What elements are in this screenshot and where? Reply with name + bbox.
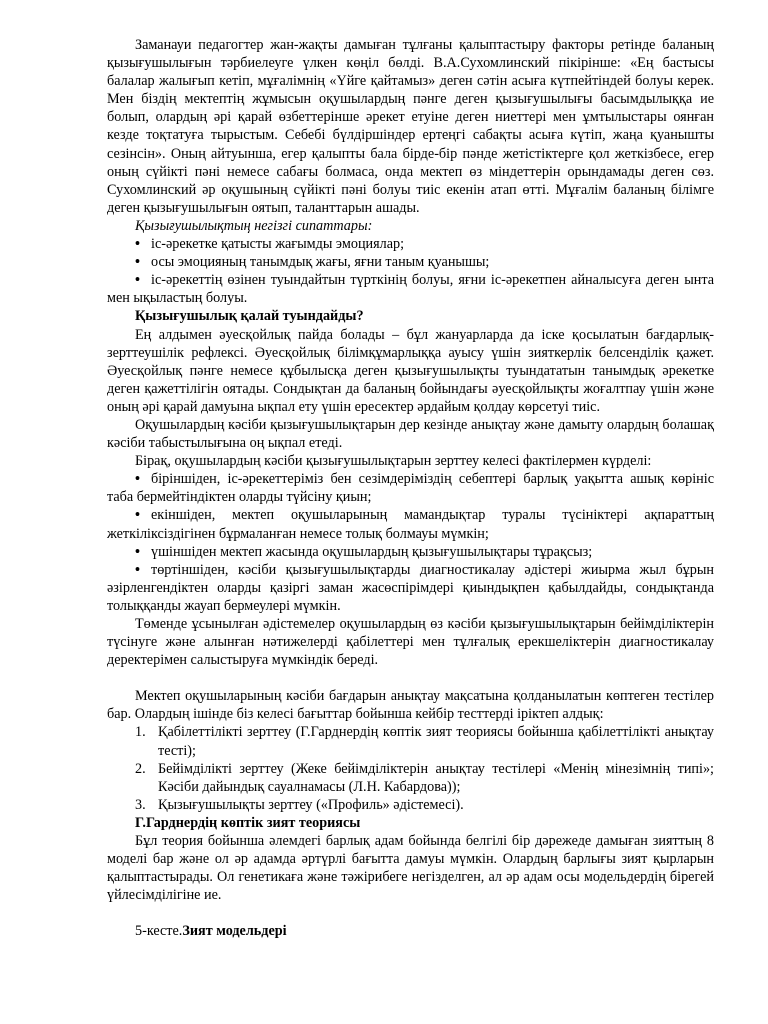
list-number: 2. bbox=[135, 760, 146, 777]
origin-paragraph-1: Ең алдымен әуесқойлық пайда болады – бұл жануарларда да іске қосылатын бағдарлық-зерттеушілік рефлексі. Әуесқойлық білімқұмарлыққа ауысу үшін зияткерлік белсенділік қажет. Әуесқойлық пәнге немесе құбылысқа деген қызығушылықты туындататын танымдық әрекетке деген қажеттілігін оятады. Сондықтан да баланың бойындағы әуесқойлықты жоғалтпау үшін және оның әрі қарай дамуына ықпал ету үшін ересектер әрдайым қолдау көрсетуі тиіс. bbox=[107, 326, 714, 415]
bullet-icon: • bbox=[135, 561, 140, 578]
list-item-text: төртіншіден, кәсіби қызығушылықтарды диагностикалау әдістері жиырма жыл бұрын әзірленгендіктен оларды қазіргі заман жасөспірімдері қиындықпен қабылдайды, сондықтанда толыққанды жауап бермеулері мүмкін. bbox=[107, 561, 714, 614]
list-item-text: біріншіден, іс-әрекеттеріміз бен сезімдеріміздің себептері барлық уақытта ашық көрініс таба бермейтіндіктен оларды түйсіну қиын; bbox=[107, 471, 714, 506]
list-number: 3. bbox=[135, 796, 146, 813]
list-item bbox=[107, 470, 714, 506]
intro-paragraph: Заманауи педагогтер жан-жақты дамыған тұлғаны қалыптастыру факторы ретінде баланың қызығушылығын тәрбиелеуге үлкен көңіл бөлді. В.А.Сухомлинский пікірінше: «Ең бастысы балалар жалығып кетіп, мұғалімнің «Үйге қайтамыз» деген сәтін асыға күтпейтіндей болуы керек. Мен біздің мектептің жұмысын оқушылардың пәнге деген қызығушылығы басымдылыққа ие болып, олардың әрі қарай өзбеттерінше әрекет етуіне деген ниеттері мен ұмтылыстары оянған кезде тоқтатуға тырыстым. Себебі бүлдіршіндер ертеңгі сабақты асыға күтіп, жаңа қуанышты сезінсін». Оның айтуынша, егер қалыпты бала бірде-бір пәнде жетістіктерге қол жеткізбесе, егер оның сүйікті пәні немесе сабағы болмаса, онда мектеп өз міндеттерін орындамады деген сөз. Сухомлинский әр оқушының сүйікті пәні болуы тиіс екенін атап өтті. Мұғалім баланың білімге деген қызығушылығын оятып, таланттарын ашады. bbox=[107, 37, 714, 216]
table-caption-title: Зият модельдері bbox=[182, 923, 287, 940]
methods-paragraph: Төменде ұсынылған әдістемелер оқушылардың өз кәсіби қызығушылықтарын бейімділіктерін түсінуге және алынған нәтижелерді қабілеттері мен тұлғалық ерекшеліктерін диагностикалау деректерімен салыстыруға мүмкіндік береді. bbox=[107, 616, 714, 669]
origin-paragraph-2: Оқушылардың кәсіби қызығушылықтарын дер кезінде анықтау және дамыту олардың болашақ кәсіби табыстылығына оң ықпал етеді. bbox=[107, 416, 714, 452]
tests-intro: Мектеп оқушыларының кәсіби бағдарын анықтау мақсатына қолданылатын көптеген тестілер бар. Олардың ішінде біз келесі бағыттар бойынша кейбір тесттерді іріктеп алдық: bbox=[107, 688, 714, 723]
list-item bbox=[107, 561, 714, 615]
bullet-icon: • bbox=[135, 272, 140, 289]
list-item: • осы эмоцияның танымдық жағы, яғни таным қуанышы; bbox=[107, 253, 714, 271]
list-item-text: Бейімділікті зерттеу (Жеке бейімділіктерін анықтау тестілері «Менің мінезімнің типі»; Кәсіби дайындық сауалнамасы (Л.Н. Кабардова)); bbox=[158, 760, 714, 795]
document-page bbox=[107, 36, 714, 941]
table-caption bbox=[107, 922, 714, 940]
features-title: Қызығушылықтың негізгі сипаттары: bbox=[135, 217, 373, 234]
list-item bbox=[107, 796, 714, 814]
bullet-icon: • bbox=[135, 543, 140, 560]
spacer bbox=[107, 669, 714, 687]
features-list-continued bbox=[107, 271, 714, 307]
list-item-text: Қабілеттілікті зерттеу (Г.Гарднердің көптік зият теориясы бойынша қабілеттілікті анықтау тесті); bbox=[158, 724, 714, 759]
difficulty-intro: Бірақ, оқушылардың кәсіби қызығушылықтарын зерттеу келесі фактілермен күрделі: bbox=[135, 453, 652, 470]
list-item bbox=[107, 760, 714, 796]
tests-list bbox=[107, 723, 714, 813]
origin-heading: Қызығушылық қалай туындайды? bbox=[135, 308, 364, 325]
list-item: • іс-әрекетке қатысты жағымды эмоциялар; bbox=[107, 235, 714, 253]
spacer bbox=[107, 904, 714, 922]
gardner-paragraph: Бұл теория бойынша әлемдегі барлық адам бойында белгілі бір дәрежеде дамыған зияттың 8 моделі бар және ол әр адамда әртүрлі бағытта дамуы мүмкін. Олардың барлығы зият қырларын қалыптастырады. Ол генетикаға және тәжірибеге негізделген, ал әр адам осы модельдердің бірегей үйлесімділігіне ие. bbox=[107, 833, 714, 904]
list-item-text: үшіншіден мектеп жасында оқушылардың қызығушылықтары тұрақсыз; bbox=[151, 543, 593, 560]
list-item bbox=[107, 506, 714, 542]
list-item-text: екіншіден, мектеп оқушыларының мамандықтар туралы түсініктері ақпараттың жеткіліксіздігінен бұрмаланған немесе толық болмауы мүмкін; bbox=[107, 507, 714, 542]
bullet-icon: • bbox=[135, 507, 140, 524]
difficulties-list bbox=[107, 470, 714, 615]
table-caption-number: 5-кесте. bbox=[135, 923, 183, 940]
bullet-icon: • bbox=[135, 471, 140, 488]
list-number: 1. bbox=[135, 724, 146, 741]
list-item bbox=[107, 723, 714, 759]
list-item bbox=[107, 543, 714, 561]
features-list bbox=[107, 235, 714, 271]
list-item-text: іс-әрекеттің өзінен туындайтын түрткінің болуы, яғни іс-әрекетпен айналысуға деген ынта мен ықыластың болуы. bbox=[107, 272, 714, 307]
gardner-heading: Г.Гарднердің көптік зият теориясы bbox=[135, 814, 361, 831]
list-item-text: Қызығушылықты зерттеу («Профиль» әдістемесі). bbox=[158, 796, 464, 813]
list-item bbox=[107, 271, 714, 307]
